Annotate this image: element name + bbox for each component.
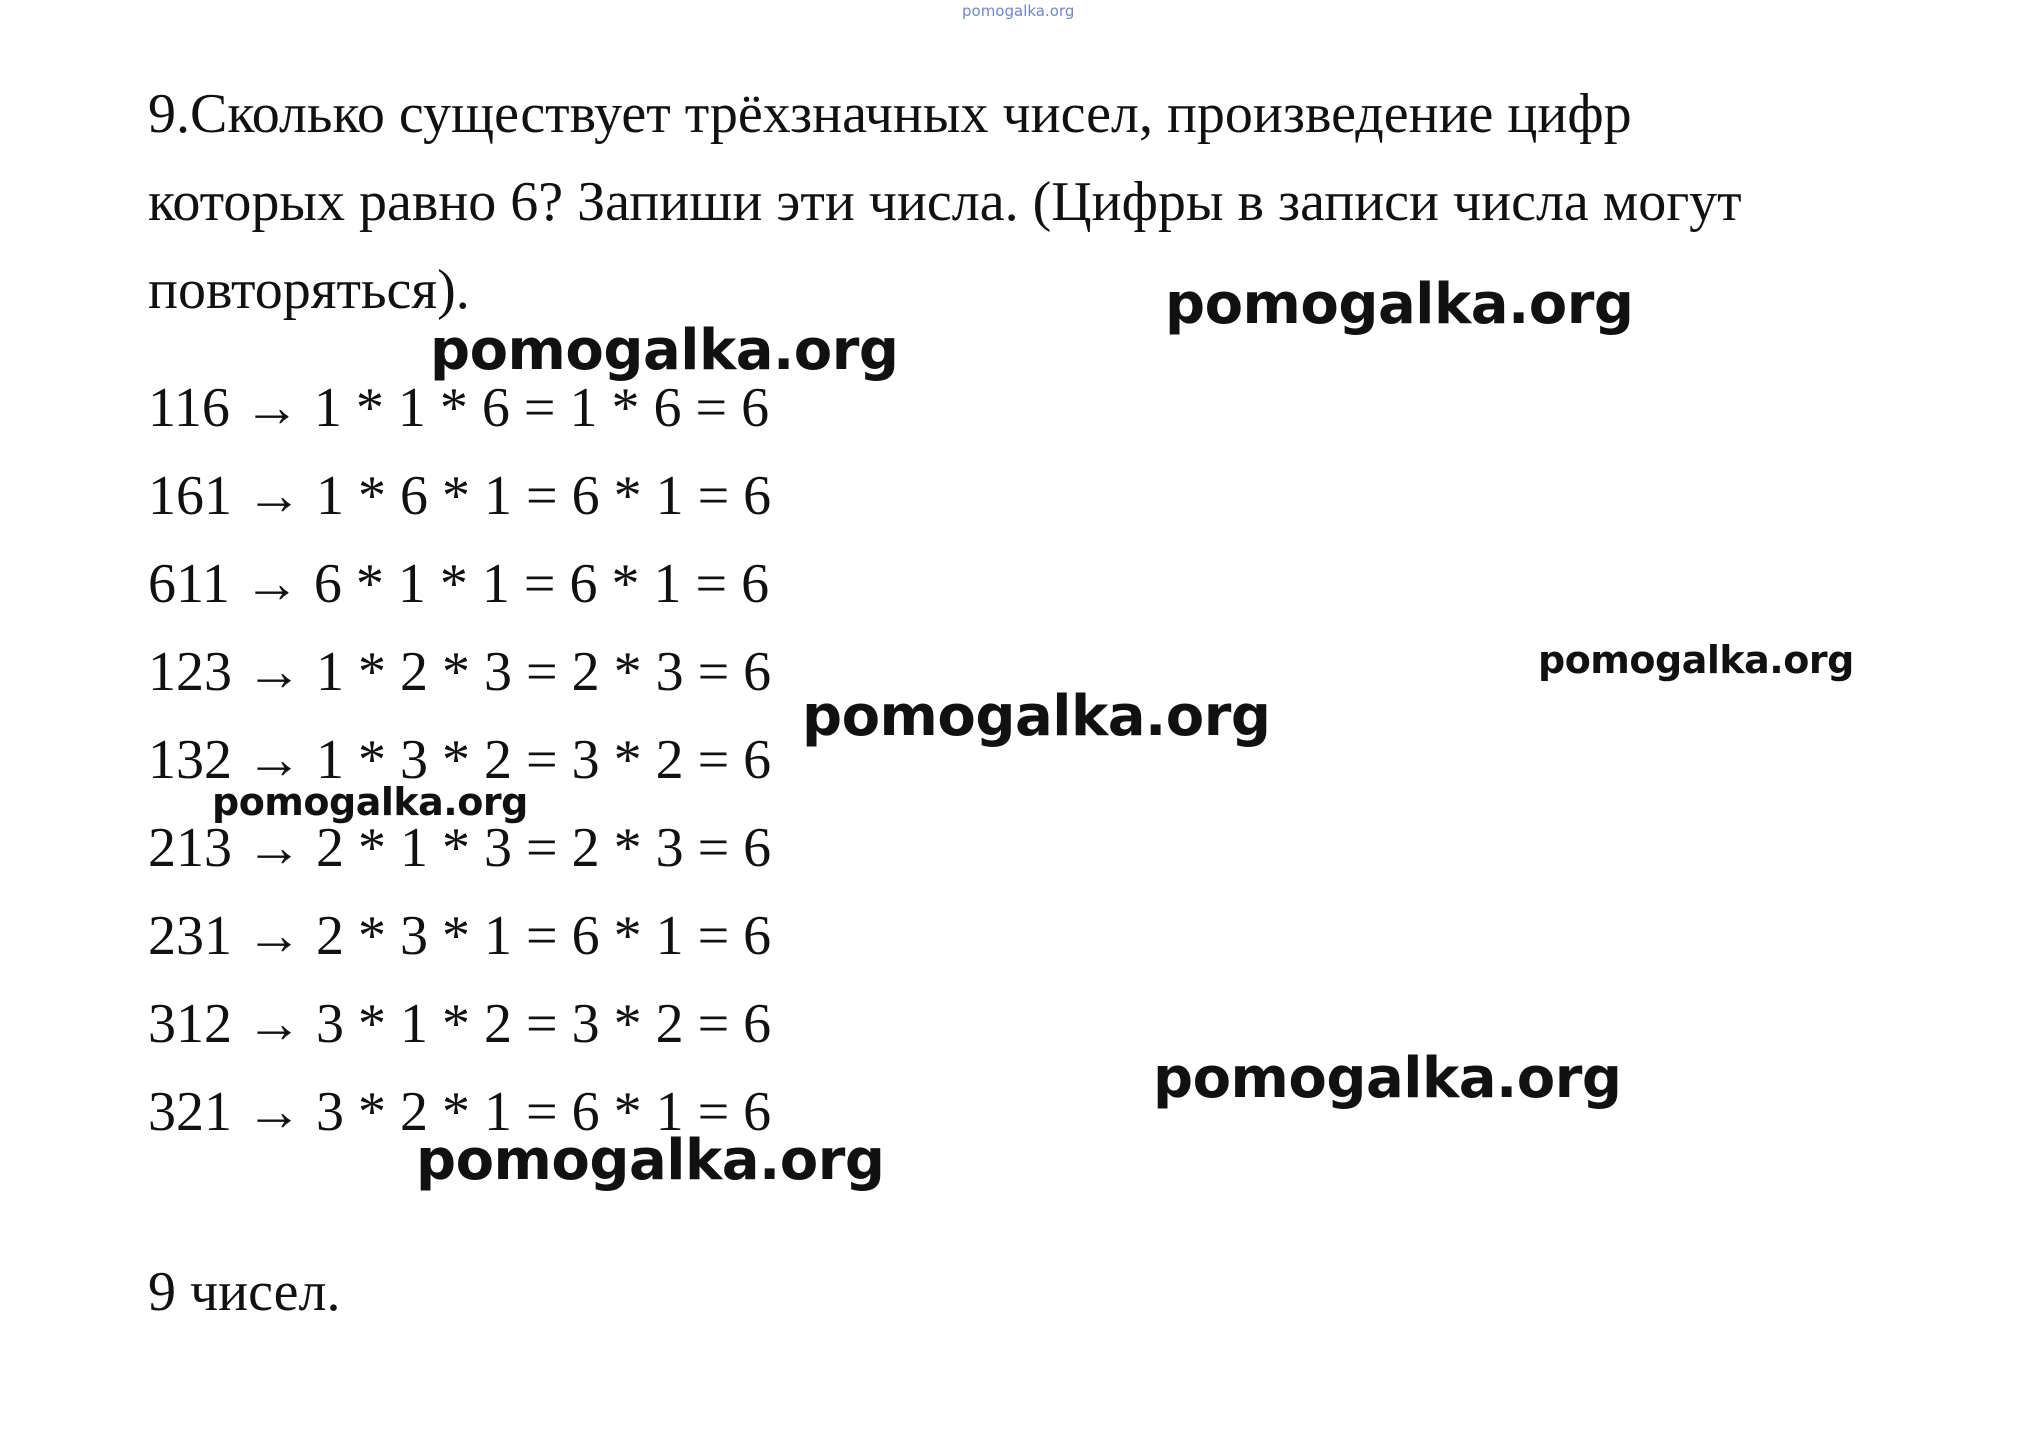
equation-line: 611 → 6 * 1 * 1 = 6 * 1 = 6 [148,553,770,615]
equation-line: 116 → 1 * 1 * 6 = 1 * 6 = 6 [148,377,770,439]
watermark: pomogalka.org [416,1128,885,1193]
watermark: pomogalka.org [430,318,899,383]
equation-line: 161 → 1 * 6 * 1 = 6 * 1 = 6 [148,465,772,527]
problem-text-line-1: 9.Сколько существует трёхзначных чисел, произведение цифр [148,83,1632,145]
answer-text: 9 чисел. [148,1261,341,1323]
equation-line: 312 → 3 * 1 * 2 = 3 * 2 = 6 [148,993,772,1055]
top-watermark: pomogalka.org [962,2,1075,20]
equation-line: 132 → 1 * 3 * 2 = 3 * 2 = 6 [148,729,772,791]
watermark: pomogalka.org [802,684,1271,749]
equation-line: 213 → 2 * 1 * 3 = 2 * 3 = 6 [148,817,772,879]
equation-line: 321 → 3 * 2 * 1 = 6 * 1 = 6 [148,1081,772,1143]
watermark: pomogalka.org [1165,272,1634,337]
equation-line: 123 → 1 * 2 * 3 = 2 * 3 = 6 [148,641,772,703]
problem-text-line-3: повторяться). [148,259,470,321]
equation-line: 231 → 2 * 3 * 1 = 6 * 1 = 6 [148,905,772,967]
watermark: pomogalka.org [1153,1046,1622,1111]
watermark: pomogalka.org [212,780,528,824]
watermark: pomogalka.org [1538,638,1854,682]
problem-text-line-2: которых равно 6? Запиши эти числа. (Цифры в записи числа могут [148,171,1742,233]
